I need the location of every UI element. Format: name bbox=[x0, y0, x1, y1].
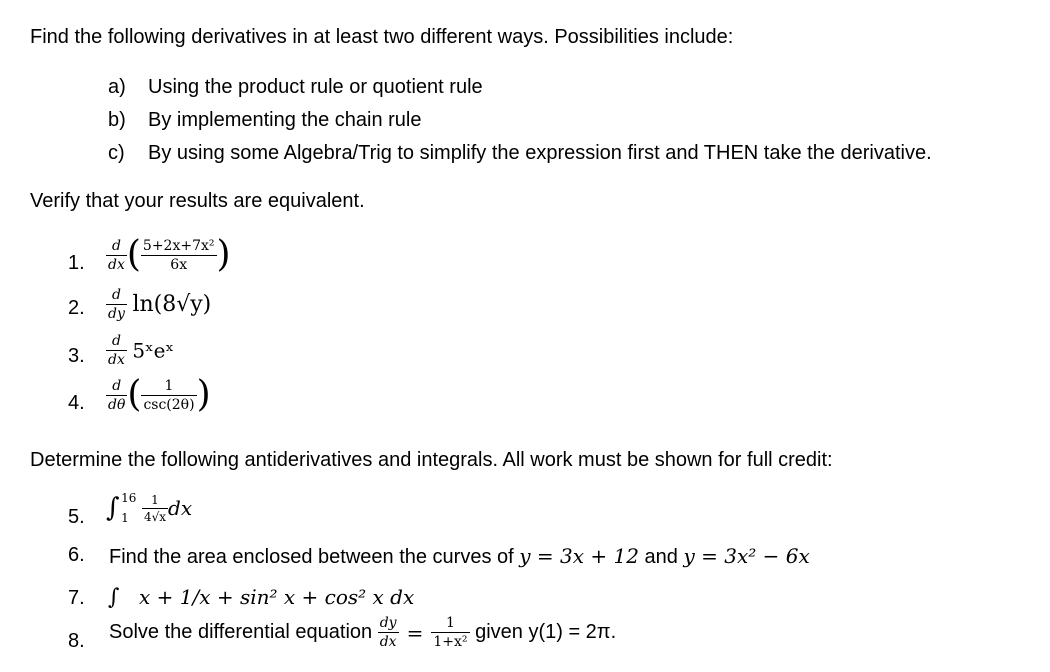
option-a bbox=[108, 76, 483, 99]
problem-7-expression: ∫ x + 1/x + sin² x + cos² x dx bbox=[108, 585, 415, 610]
option-b bbox=[108, 109, 422, 132]
option-letter: b) bbox=[108, 109, 126, 131]
problem-2-expression: $\frac{d}{dy}$ ln(8√y) bbox=[108, 287, 212, 322]
problem-1-number: 1. bbox=[68, 252, 85, 274]
problem-8-text: Solve the differential equation $\frac{dy}{dx}$ = $\frac{1}{\text{1+x²}}$ given y(1) = 2π. bbox=[109, 615, 617, 650]
derivative-operator: $\frac{d}{d\theta}$ bbox=[108, 377, 126, 413]
problem-4-expression: $\frac{d}{d\theta}$ ( $\frac{1}{\csc(2\theta)}$ ) bbox=[108, 374, 211, 415]
option-text: By implementing the chain rule bbox=[148, 109, 422, 131]
integrand-fraction: $\frac{1}{4√x}$ bbox=[143, 492, 167, 524]
quotient-fraction: $\frac{\text{5+2x+7x²}}{6x}$ bbox=[142, 237, 215, 273]
problem-7-number: 7. bbox=[68, 587, 85, 609]
problem-8-number: 8. bbox=[68, 630, 85, 652]
option-text: Using the product rule or quotient rule bbox=[148, 76, 483, 98]
integral-sign: ∫ bbox=[108, 585, 120, 610]
problem-4-number: 4. bbox=[68, 392, 85, 414]
rhs-fraction: $\frac{1}{\text{1+x²}}$ bbox=[433, 615, 468, 650]
option-letter: c) bbox=[108, 142, 125, 164]
lhs-fraction: $\frac{dy}{dx}$ bbox=[379, 615, 397, 650]
curve-2: y = 3x² − 6x bbox=[683, 544, 810, 568]
problem-6-number: 6. bbox=[68, 544, 85, 566]
problem-2-number: 2. bbox=[68, 297, 85, 319]
problem-5-expression: ∫ 16 1 $\frac{1}{4√x}$ dx bbox=[106, 491, 193, 525]
problem-3-number: 3. bbox=[68, 345, 85, 367]
verify-text: Verify that your results are equivalent. bbox=[30, 190, 365, 212]
section-2-text: Determine the following antiderivatives and integrals. All work must be shown for full credit: bbox=[30, 449, 833, 471]
intro-text: Find the following derivatives in at least two different ways. Possibilities include: bbox=[30, 26, 734, 48]
reciprocal-fraction: $\frac{1}{\csc(2\theta)}$ bbox=[143, 377, 195, 413]
option-text: By using some Algebra/Trig to simplify the expression first and THEN take the derivative. bbox=[148, 142, 932, 164]
derivative-operator: $\frac{d}{dx}$ bbox=[108, 237, 125, 273]
derivative-operator: $\frac{d}{dy}$ bbox=[108, 287, 125, 322]
derivative-operator: $\frac{d}{dx}$ bbox=[108, 333, 125, 368]
problem-6-text: Find the area enclosed between the curves of y = 3x + 12 and y = 3x² − 6x bbox=[109, 544, 810, 568]
option-letter: a) bbox=[108, 76, 126, 98]
problem-3-expression: $\frac{d}{dx}$ 5ˣeˣ bbox=[108, 333, 174, 368]
problem-1-expression: $\frac{d}{dx}$ ( $\frac{\text{5+2x+7x²}}{6x}$ ) bbox=[108, 234, 231, 275]
curve-1: y = 3x + 12 bbox=[519, 544, 639, 568]
integral-sign: ∫ bbox=[106, 493, 120, 523]
problem-5-number: 5. bbox=[68, 506, 85, 528]
option-c bbox=[108, 142, 932, 165]
